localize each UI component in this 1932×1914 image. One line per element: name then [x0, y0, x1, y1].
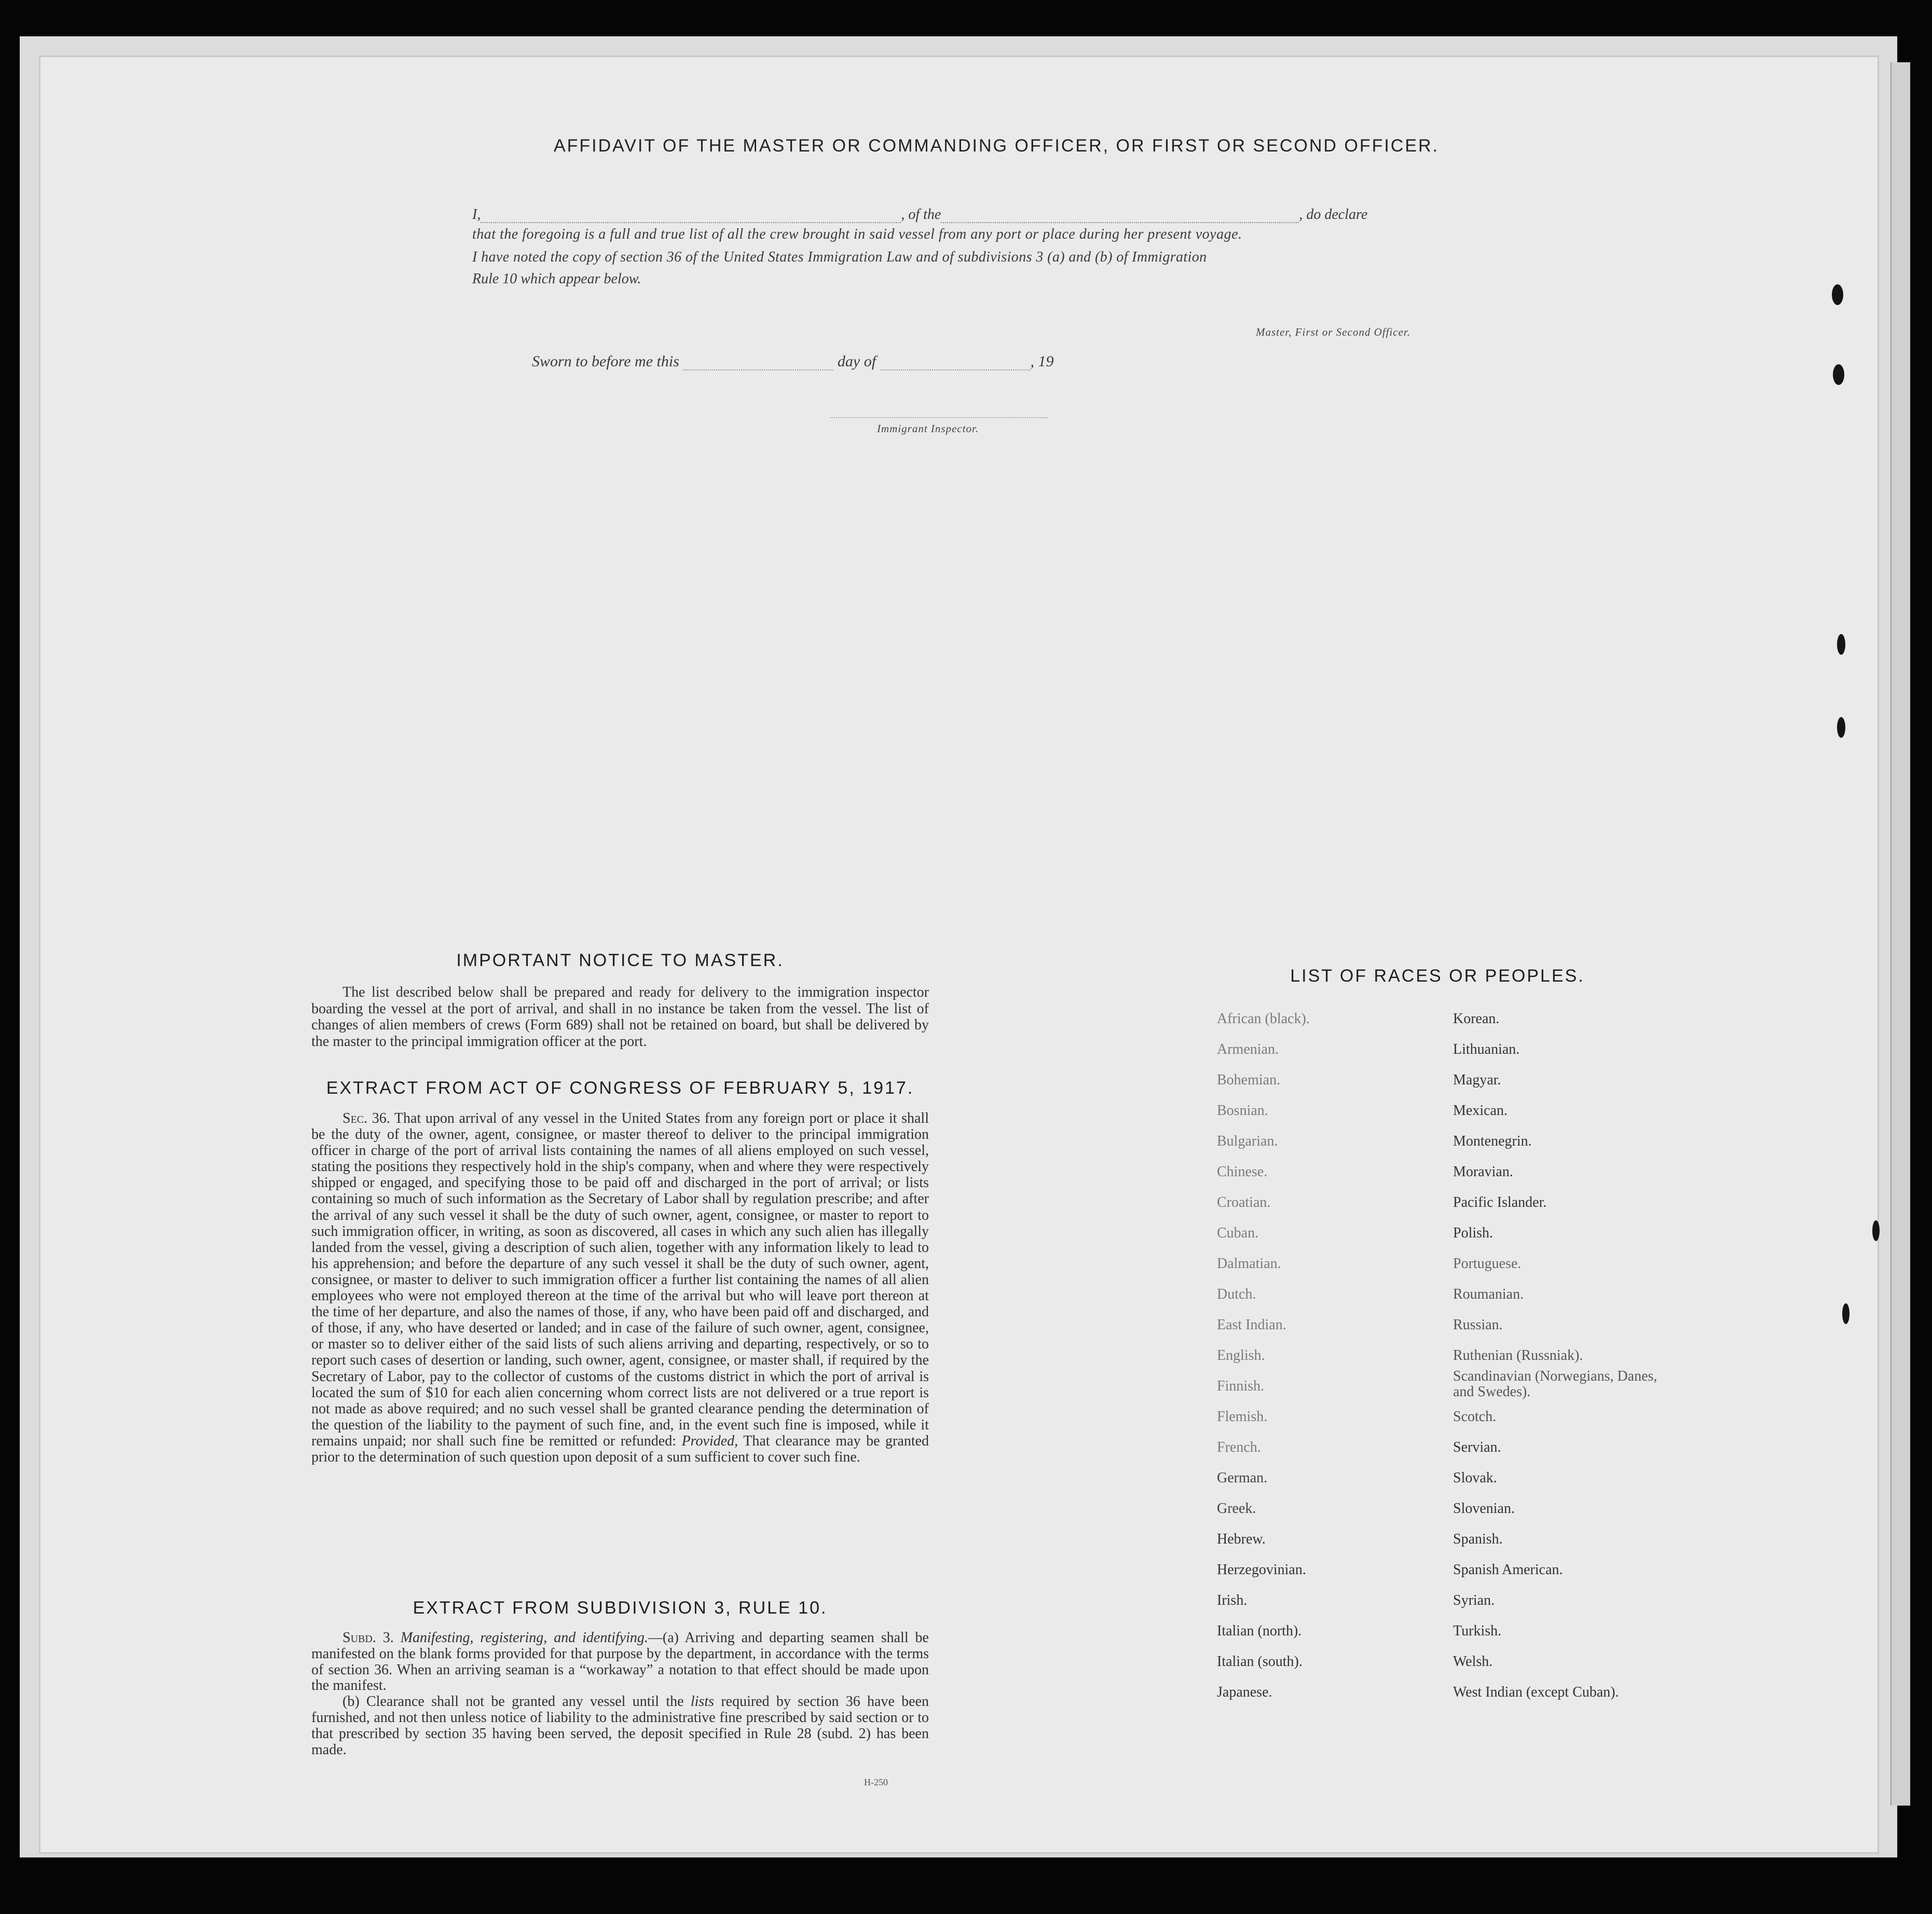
race-item: Scandinavian (Norwegians, Danes, and Swedes).: [1453, 1368, 1657, 1400]
race-item: Spanish American.: [1453, 1562, 1563, 1578]
notice-text: [311, 984, 929, 1050]
punch-hole: [1842, 1303, 1849, 1324]
race-item: Mexican.: [1453, 1103, 1508, 1119]
race-item: Russian.: [1453, 1317, 1503, 1333]
subd-b-lists: lists: [690, 1693, 715, 1710]
punch-hole: [1837, 634, 1845, 655]
provided-word: Provided,: [681, 1433, 738, 1449]
race-item: Korean.: [1453, 1011, 1500, 1027]
race-item: German.: [1217, 1470, 1268, 1486]
race-item: Moravian.: [1453, 1164, 1513, 1180]
sworn-month-blank[interactable]: [880, 369, 1031, 370]
subd-a-text: —(a) Arriving and departing seamen shall be manifested on the blank forms provided for that purpose by the department, in accordance with the terms of section 36. When an arriving seaman is a “workaway” a notation to that effect should be made upon the manifest.: [311, 1630, 929, 1694]
race-item: Herzegovinian.: [1217, 1562, 1306, 1578]
race-item: Welsh.: [1453, 1654, 1493, 1670]
declaration-line-2: that the foregoing is a full and true list of all the crew brought in said vessel from any port or place during her present voyage.: [472, 226, 1242, 242]
declaration-of-the: , of the: [901, 206, 941, 223]
punch-hole: [1872, 1220, 1880, 1241]
race-item: Bulgarian.: [1217, 1133, 1278, 1149]
race-item: Polish.: [1453, 1225, 1493, 1241]
section-36-paragraph: [311, 1110, 929, 1465]
race-item: Montenegrin.: [1453, 1133, 1532, 1149]
race-item: Hebrew.: [1217, 1531, 1266, 1547]
extract-act-heading: EXTRACT FROM ACT OF CONGRESS OF FEBRUARY 5, 1917.: [326, 1078, 914, 1098]
race-item: Armenian.: [1217, 1041, 1279, 1057]
race-item: Chinese.: [1217, 1164, 1268, 1180]
form-number: H-250: [864, 1777, 888, 1787]
race-item: Magyar.: [1453, 1072, 1501, 1088]
race-item: Spanish.: [1453, 1531, 1503, 1547]
punch-hole: [1833, 364, 1844, 385]
race-item: Servian.: [1453, 1439, 1501, 1455]
vessel-blank[interactable]: [941, 222, 1299, 223]
sworn-year: , 19: [1030, 353, 1054, 370]
sworn-line: [532, 353, 1054, 370]
race-item: Turkish.: [1453, 1623, 1502, 1639]
sworn-day-blank[interactable]: [683, 369, 833, 370]
name-blank[interactable]: [481, 222, 901, 223]
race-item: Italian (south).: [1217, 1654, 1303, 1670]
subd-b-prefix: (b) Clearance shall not be granted any vessel until the: [342, 1693, 684, 1710]
race-item: English.: [1217, 1347, 1265, 1364]
master-signature-label: Master, First or Second Officer.: [1256, 326, 1410, 338]
race-item: Scotch.: [1453, 1409, 1497, 1425]
race-item: Croatian.: [1217, 1194, 1271, 1210]
race-item: Dalmatian.: [1217, 1256, 1281, 1272]
race-item: French.: [1217, 1439, 1261, 1455]
notice-paragraph: The list described below shall be prepared and ready for delivery to the immigration inspector boarding the vessel at the port of arrival, and shall in no instance be taken from the vessel. The list of changes of alien members of crews (Form 689) shall not be retained on board, but shall be delivered by the master to the principal immigration officer at the port.: [311, 984, 929, 1050]
extract-act-text: [311, 1110, 929, 1465]
race-item: East Indian.: [1217, 1317, 1286, 1333]
section-label: Sec. 36.: [342, 1110, 390, 1126]
race-item: Portuguese.: [1453, 1256, 1522, 1272]
declaration-line-4: Rule 10 which appear below.: [472, 271, 641, 287]
race-item: Slovak.: [1453, 1470, 1497, 1486]
declaration-i: I,: [472, 206, 481, 223]
race-item: Irish.: [1217, 1592, 1248, 1608]
races-heading: LIST OF RACES OR PEOPLES.: [1290, 966, 1585, 986]
race-item: Lithuanian.: [1453, 1041, 1520, 1057]
race-item: Japanese.: [1217, 1684, 1272, 1700]
race-item: Syrian.: [1453, 1592, 1495, 1608]
declaration-do-declare: , do declare: [1299, 206, 1368, 223]
extract-rule-heading: EXTRACT FROM SUBDIVISION 3, RULE 10.: [413, 1598, 828, 1618]
section-36-text: That upon arrival of any vessel in the United States from any foreign port or place it shall be the duty of the owner, agent, consignee, or master thereof to deliver to the principal immigration officer in charge of the port of arrival lists containing the names of all aliens employed on such vessel, stating the positions they respectively hold in the ship's company, when and where they were respectively shipped or engaged, and specifying those to be paid off and discharged in the port of arrival; or lists containing so much of such information as the Secretary of Labor shall by regulation prescribe; and after the arrival of any such vessel it shall be the duty of such owner, agent, consignee, or master to report to such immigration officer, in writing, as soon as discovered, all cases in which any such alien has illegally landed from the vessel, giving a description of such alien, together with any information likely to lead to his apprehension; and before the departure of any such vessel it shall be the duty of such owner, agent, consignee, or master to deliver to such immigration officer a further list containing the names of all alien employees who were not employed thereon at the time of the arrival but who will leave port thereon at the time of her departure, and also the names of those, if any, who have been paid off and discharged, and of those, if any, who have deserted or landed; and in case of the failure of such owner, agent, consignee, or master so to deliver either of the said lists of such aliens arriving and departing, respectively, or so to report such cases of desertion or landing, such owner, agent, consignee, or master shall, if required by the Secretary of Labor, pay to the collector of customs of the customs district in which the port of arrival is located the sum of $10 for each alien concerning whom correct lists are not delivered or a true report is not made as above required; and no such vessel shall be granted clearance pending the determination of the question of the liability to the payment of such fine, and, in the event such fine is imposed, while it remains unpaid; nor shall such fine be remitted or refunded:: [311, 1110, 929, 1449]
sworn-prefix: Sworn to before me this: [532, 353, 679, 370]
declaration-line-1: [472, 206, 1495, 223]
race-item: Bohemian.: [1217, 1072, 1281, 1088]
race-item: Italian (north).: [1217, 1623, 1302, 1639]
race-item: Flemish.: [1217, 1409, 1268, 1425]
section-36-text-end: That clearance may be granted prior to the determination of such question upon deposit of a sum sufficient to cover such fine.: [311, 1433, 929, 1465]
subd-label: Subd. 3.: [342, 1630, 394, 1646]
subd-b-text: required by section 36 have been furnished, and not then unless notice of liability to the administrative fine prescribed by said section or to that prescribed by section 35 having been served, the deposit specified in Rule 28 (subd. 2) has been made.: [311, 1693, 929, 1758]
subd-b-paragraph: [311, 1694, 929, 1758]
race-item: Cuban.: [1217, 1225, 1259, 1241]
notice-heading: IMPORTANT NOTICE TO MASTER.: [456, 951, 784, 970]
race-item: Ruthenian (Russniak).: [1453, 1347, 1583, 1364]
race-item: West Indian (except Cuban).: [1453, 1684, 1619, 1700]
extract-rule-text: [311, 1630, 929, 1758]
punch-hole: [1832, 284, 1843, 305]
race-item: Bosnian.: [1217, 1103, 1268, 1119]
race-item: Slovenian.: [1453, 1500, 1515, 1517]
race-item: Greek.: [1217, 1500, 1256, 1517]
race-item: Dutch.: [1217, 1286, 1256, 1302]
subd-a-paragraph: [311, 1630, 929, 1694]
race-item: African (black).: [1217, 1011, 1310, 1027]
declaration-line-3: I have noted the copy of section 36 of the United States Immigration Law and of subdivisions 3 (a) and (b) of Immigration: [472, 249, 1207, 265]
affidavit-title: AFFIDAVIT OF THE MASTER OR COMMANDING OFFICER, OR FIRST OR SECOND OFFICER.: [553, 136, 1440, 156]
race-item: Roumanian.: [1453, 1286, 1524, 1302]
race-item: Finnish.: [1217, 1378, 1265, 1394]
subd-title: Manifesting, registering, and identifying.: [400, 1630, 648, 1646]
inspector-signature-line[interactable]: [830, 417, 1048, 418]
punch-hole: [1837, 717, 1845, 738]
page-edge: [1890, 62, 1910, 1806]
sworn-day-of: day of: [837, 353, 876, 370]
inspector-signature-label: Immigrant Inspector.: [877, 422, 979, 435]
race-item: Pacific Islander.: [1453, 1194, 1547, 1210]
